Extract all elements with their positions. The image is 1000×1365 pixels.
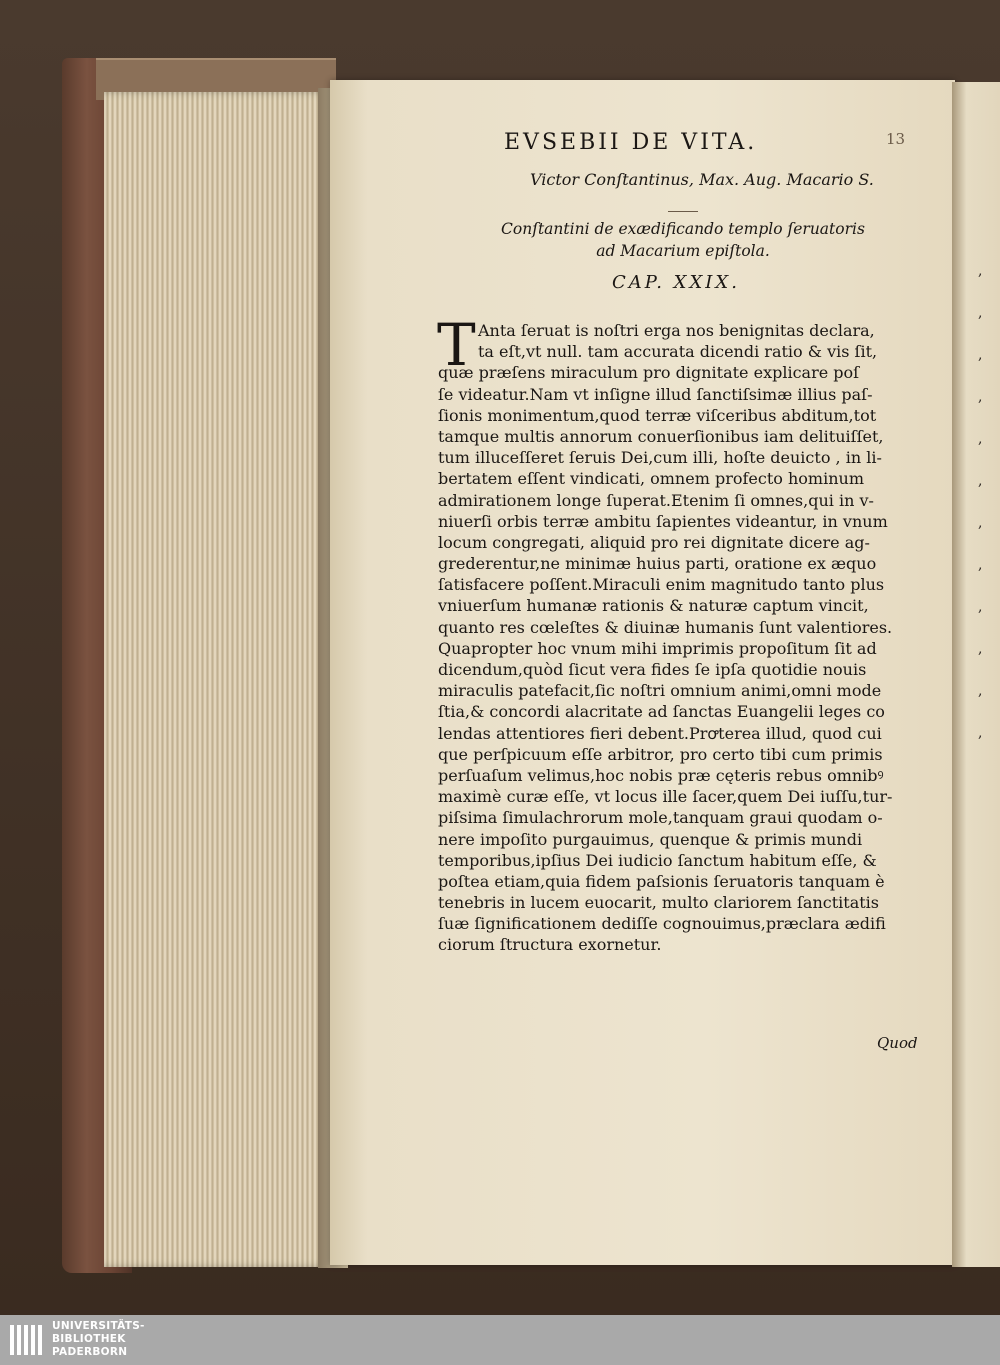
text-line: quæ præſens miraculum pro dignitate explicare poſ [438, 363, 860, 383]
caption-line: ad Macarium epiſtola. [596, 242, 770, 260]
page-block-edges [104, 92, 330, 1267]
library-name-line: UNIVERSITÄTS- [52, 1320, 145, 1332]
text-line: dicendum,quòd ſicut vera fides ſe ipſa quotidie nouis [438, 660, 867, 679]
page-number: 13 [886, 130, 906, 148]
text-line: ſe videatur.Nam vt inſigne illud ſanctiſsimæ illius paſ- [438, 384, 873, 404]
text-line: Quapropter hoc vnum mihi imprimis propoſitum ſit ad [438, 638, 877, 658]
text-line: vniuerſum humanæ rationis & naturæ captum vincit, [438, 596, 869, 616]
text-line: maximè curæ eſſe, vt locus ille ſacer,quem Dei iuſſu,tur- [438, 787, 893, 807]
library-logo-icon [8, 1321, 44, 1359]
chapter-heading: CAP. XXIX. [612, 272, 740, 293]
text-line: poſtea etiam,quia fidem paſsionis ſeruatoris tanquam è [438, 871, 885, 891]
footer-bar [0, 1315, 1000, 1365]
text-line: ciorum ſtructura exornetur. [438, 935, 662, 955]
text-line: niuerſi orbis terræ ambitu ſapientes videantur, in vnum [438, 511, 888, 531]
text-line: ta eſt,vt null. tam accurata dicendi ratio & vis ſit, [478, 342, 878, 362]
divider-rule [668, 211, 698, 212]
text-line: ſtia,& concordi alacritate ad ſanctas Euangelii leges co [438, 702, 885, 722]
text-line: perſuaſum velimus,hoc nobis præ cęteris rebus omnibꝰ [438, 765, 884, 785]
text-line: ſatisfacere poſſent.Miraculi enim magnitudo tanto plus [438, 575, 885, 595]
running-header: EVSEBII DE VITA. [504, 130, 758, 155]
catchword: Quod [877, 1034, 918, 1052]
text-line: tenebris in lucem euocarit, multo clariorem ſanctitatis [438, 893, 879, 913]
text-line: temporibus,ipſius Dei iudicio ſanctum habitum eſſe, & [438, 850, 877, 870]
chapter-caption [498, 218, 868, 262]
text-line: miraculis patefacit,ſic noſtri omnium animi,omni mode [438, 681, 882, 701]
drop-capital: T [437, 311, 476, 379]
library-name [52, 1320, 145, 1359]
text-line: locum congregati, aliquid pro rei dignitate dicere ag- [438, 532, 870, 552]
text-line: ſionis monimentum,quod terræ viſceribus abditum,tot [438, 405, 877, 425]
body-text [438, 320, 938, 956]
right-page-marks: , , , , , , , , , , , , [978, 263, 983, 741]
caption-line: Conſtantini de exædificando templo ſeruatoris [501, 220, 865, 238]
text-line: piſsima ſimulachrorum mole,tanquam graui quodam o- [438, 808, 883, 828]
library-name-line: BIBLIOTHEK [52, 1333, 126, 1345]
text-line: grederentur,ne minimæ huius parti, oratione ex æquo [438, 554, 877, 574]
text-line: bertatem eſſent vindicati, omnem profecto hominum [438, 469, 864, 489]
text-line: tum illuceſſeret ſeruis Dei,cum illi, hoſte deuicto , in li- [438, 448, 882, 468]
text-line: tamque multis annorum conuerſionibus iam delituiſſet, [438, 426, 884, 446]
text-line: lendas attentiores fieri debent.Prꝍterea illud, quod cui [438, 723, 882, 743]
text-line: que perſpicuum eſſe arbitror, pro certo tibi cum primis [438, 744, 883, 764]
text-line: Anta ſeruat is noſtri erga nos benignitas declara, [478, 321, 875, 340]
text-line: admirationem longe ſuperat.Etenim ſi omnes,qui in v- [438, 490, 874, 510]
text-line: quanto res cœleſtes & diuinæ humanis ſunt valentiores. [438, 617, 893, 637]
text-line: ſuæ ſignificationem dediſſe cognouimus,præclara ædifi [438, 914, 886, 934]
salutation-line: Victor Conſtantinus, Max. Aug. Macario S. [530, 170, 874, 189]
library-name-line: PADERBORN [52, 1346, 128, 1358]
text-line: nere impoſito purgauimus, quenque & primis mundi [438, 829, 863, 849]
